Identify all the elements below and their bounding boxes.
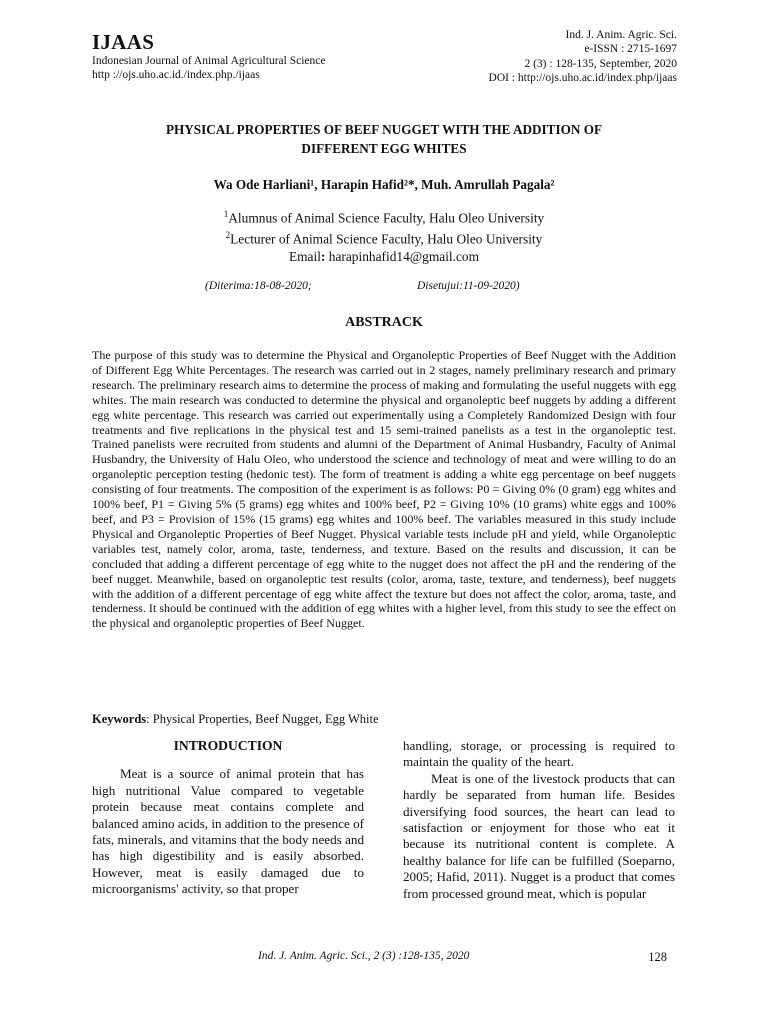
footer-citation: Ind. J. Anim. Agric. Sci., 2 (3) :128-135, 2020	[258, 950, 470, 962]
accepted-date: Disetujui:11-09-2020)	[417, 280, 520, 292]
title-line: DIFFERENT EGG WHITES	[301, 141, 467, 156]
journal-issn: e-ISSN : 2715-1697	[584, 43, 677, 56]
affiliation-text: Lecturer of Animal Science Faculty, Halu Oleo University	[230, 231, 543, 247]
keywords-line	[92, 712, 676, 727]
intro-paragraph-continued: handling, storage, or processing is required to maintain the quality of the heart.	[403, 738, 675, 770]
introduction-heading: INTRODUCTION	[173, 738, 283, 753]
email-address: harapinhafid14@gmail.com	[325, 248, 480, 264]
abstract-text: The purpose of this study was to determine the Physical and Organoleptic Properties of Beef Nugget with the Addition of Different Egg White Percentages. The research was carried out in 2 stages, namely preliminary research and primary research. The preliminary research aims to determine the process of making and formulating the useful nuggets with egg whites. The main research was conducted to determine the physical and organoleptic beef nuggets by adding a different egg white percentage. This research was carried out experimentally using a Completely Randomized Design with four treatments and five replications in the physical test and 15 semi-trained panelists as a test in the organoleptic test. Trained panelists were recruited from students and alumni of the Department of Animal Husbandry, Faculty of Animal Husbandry, the University of Halu Oleo, who understood the science and technology of meat and were willing to do an organoleptic perception testing (hedonic test). The form of treatment is adding a white egg percentage on beef nuggets consisting of four treatments. The composition of the experiment is as follows: P0 = Giving 0% (0 gram) egg whites and 100% beef, P1 = Giving 5% (5 grams) egg whites and 100% beef, P2 = Giving 10% (10 grams) white eggs and 100% beef, and P3 = Provision of 15% (15 grams) egg whites and 100% beef. The variables measured in this study include Physical and Organoleptic Properties of Beef Nugget. Physical variable tests include pH and yield, while Organoleptic variables test, namely color, aroma, taste, tenderness, and texture. Based on the results and discussion, it can be concluded that adding a different percentage of egg white to the nugget does not affect the pH and the rendering of the beef nugget. Meanwhile, based on organoleptic test results (color, aroma, taste, texture, and tenderness), beef nuggets with the addition of a different percentage of egg white affect the texture but does not affect the color, aroma, taste, and tenderness. It should be continued with the addition of egg whites with a higher level, from this study to see the effect on the physical and organoleptic properties of Beef Nugget.	[92, 348, 676, 631]
intro-paragraph: Meat is a source of animal protein that has high nutritional Value compared to vegetable protein because meat contains complete and balanced amino acids, in addition to the presence of fats, minerals, and vitamins that the body needs and has high digestibility and is easily absorbed. However, meat is easily damaged due to microorganisms' activity, so that proper	[92, 766, 364, 897]
title-line: PHYSICAL PROPERTIES OF BEEF NUGGET WITH THE ADDITION OF	[165, 122, 603, 137]
journal-doi: DOI : http://ojs.uho.ac.id/index.php/ijaas	[488, 71, 677, 84]
intro-paragraph: Meat is one of the livestock products that can hardly be separated from human life. Besides diversifying food sources, the heart can lead to satisfaction or enjoyment for those who eat it because its nutritional content is complete. A healthy balance for life can be fulfilled (Soeparno, 2005; Hafid, 2011). Nugget is a product that comes from processed ground meat, which is popular	[403, 770, 675, 901]
email-line	[92, 249, 676, 266]
author-list: Wa Ode Harliani¹, Harapin Hafid²*, Muh. Amrullah Pagala²	[213, 177, 555, 192]
paper-title	[100, 120, 668, 158]
journal-header-right	[377, 28, 677, 85]
affiliation-text: Alumnus of Animal Science Faculty, Halu Oleo University	[228, 210, 545, 226]
email-label: Email	[288, 248, 321, 264]
affiliations	[92, 206, 676, 265]
journal-url: http ://ojs.uho.ac.id./index.php./ijaas	[92, 69, 260, 81]
abstract-heading: ABSTRACK	[345, 315, 423, 330]
right-column	[403, 738, 675, 902]
received-date: (Diterima:18-08-2020;	[205, 280, 312, 292]
affiliation-marker: 1	[223, 209, 229, 219]
journal-volume-info: 2 (3) : 128-135, September, 2020	[524, 57, 677, 70]
left-column	[92, 738, 364, 898]
affiliation-2	[92, 227, 676, 248]
journal-name: Indonesian Journal of Animal Agricultural Science	[92, 55, 326, 67]
journal-short-title: Ind. J. Anim. Agric. Sci.	[565, 29, 677, 41]
affiliation-marker: 2	[225, 230, 231, 241]
keywords-label: Keywords	[92, 712, 147, 726]
affiliation-1	[92, 206, 676, 227]
keywords-text: : Physical Properties, Beef Nugget, Egg White	[146, 712, 379, 726]
journal-header-left	[92, 30, 412, 82]
submission-dates	[205, 280, 625, 292]
journal-abbreviation: IJAAS	[92, 30, 155, 54]
page-number: 128	[648, 950, 667, 964]
email-colon: :	[320, 248, 326, 264]
